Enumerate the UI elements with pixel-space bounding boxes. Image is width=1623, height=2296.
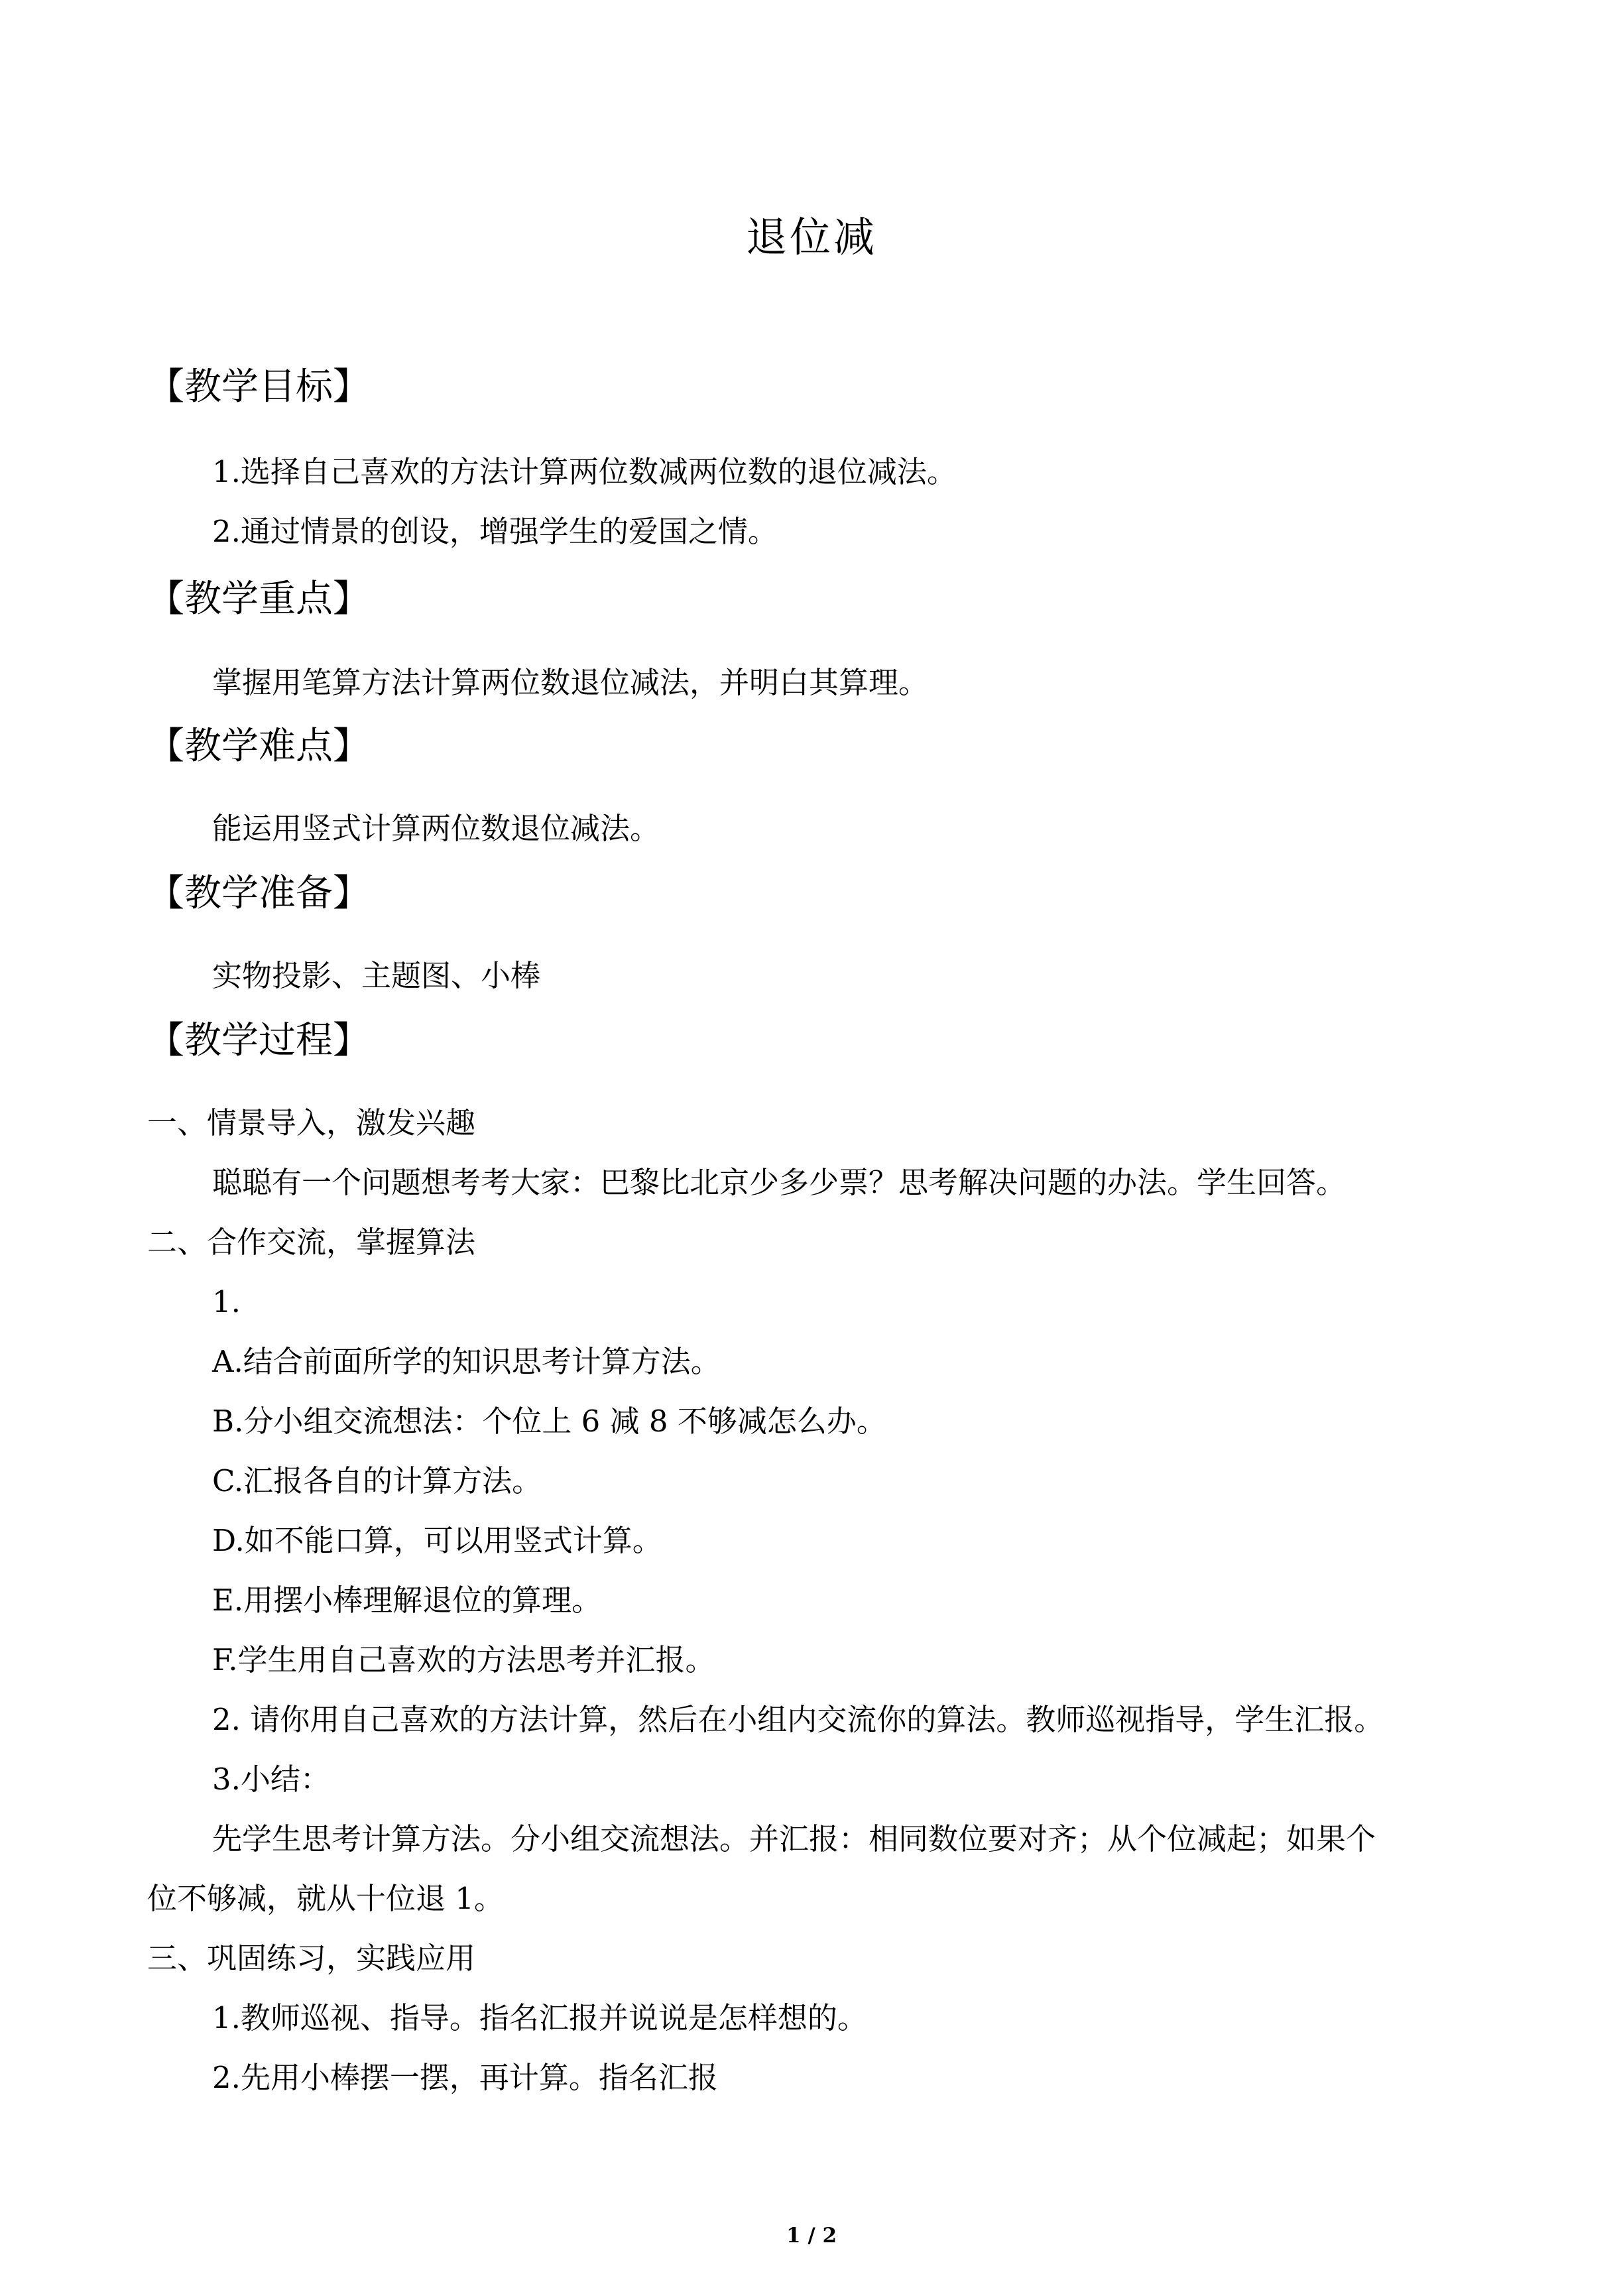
list-item: 1.教师巡视、指导。指名汇报并说说是怎样想的。: [212, 2000, 867, 2035]
heading-process: 【教学过程】: [147, 1019, 370, 1062]
heading-difficulties: 【教学难点】: [147, 725, 370, 768]
list-item: F.学生用自己喜欢的方法思考并汇报。: [212, 1642, 715, 1677]
objective-item: 1.选择自己喜欢的方法计算两位数减两位数的退位减法。: [212, 454, 957, 489]
heading-objectives: 【教学目标】: [147, 365, 370, 408]
heading-preparation: 【教学准备】: [147, 872, 370, 915]
list-item: B.分小组交流想法：个位上 6 减 8 不够减怎么办。: [212, 1404, 886, 1439]
section-title: 二、合作交流，掌握算法: [147, 1225, 476, 1260]
key-points-text: 掌握用笔算方法计算两位数退位减法，并明白其算理。: [212, 665, 929, 700]
summary-line: 位不够减，就从十位退 1。: [147, 1881, 504, 1916]
list-item: E.用摆小棒理解退位的算理。: [212, 1583, 602, 1618]
list-item: A.结合前面所学的知识思考计算方法。: [212, 1344, 721, 1379]
list-item: 2.先用小棒摆一摆，再计算。指名汇报: [212, 2060, 718, 2095]
page-number: 1 / 2: [786, 2224, 837, 2248]
summary-line: 先学生思考计算方法。分小组交流想法。并汇报：相同数位要对齐；从个位减起；如果个: [212, 1821, 1376, 1856]
step-paragraph: 2. 请你用自己喜欢的方法计算，然后在小组内交流你的算法。教师巡视指导，学生汇报。: [212, 1702, 1384, 1737]
preparation-text: 实物投影、主题图、小棒: [212, 958, 541, 993]
step-label: 3.小结：: [212, 1762, 330, 1797]
document-title: 退位减: [745, 213, 877, 261]
paragraph: 聪聪有一个问题想考考大家：巴黎比北京少多少票？思考解决问题的办法。学生回答。: [212, 1165, 1347, 1200]
list-item: C.汇报各自的计算方法。: [212, 1463, 542, 1498]
heading-key-points: 【教学重点】: [147, 577, 370, 621]
section-title: 三、巩固练习，实践应用: [147, 1941, 476, 1976]
list-item: D.如不能口算，可以用竖式计算。: [212, 1523, 662, 1558]
step-label: 1.: [212, 1284, 241, 1319]
difficulties-text: 能运用竖式计算两位数退位减法。: [212, 811, 660, 846]
objective-item: 2.通过情景的创设，增强学生的爱国之情。: [212, 514, 778, 549]
section-title: 一、情景导入，激发兴趣: [147, 1105, 476, 1140]
